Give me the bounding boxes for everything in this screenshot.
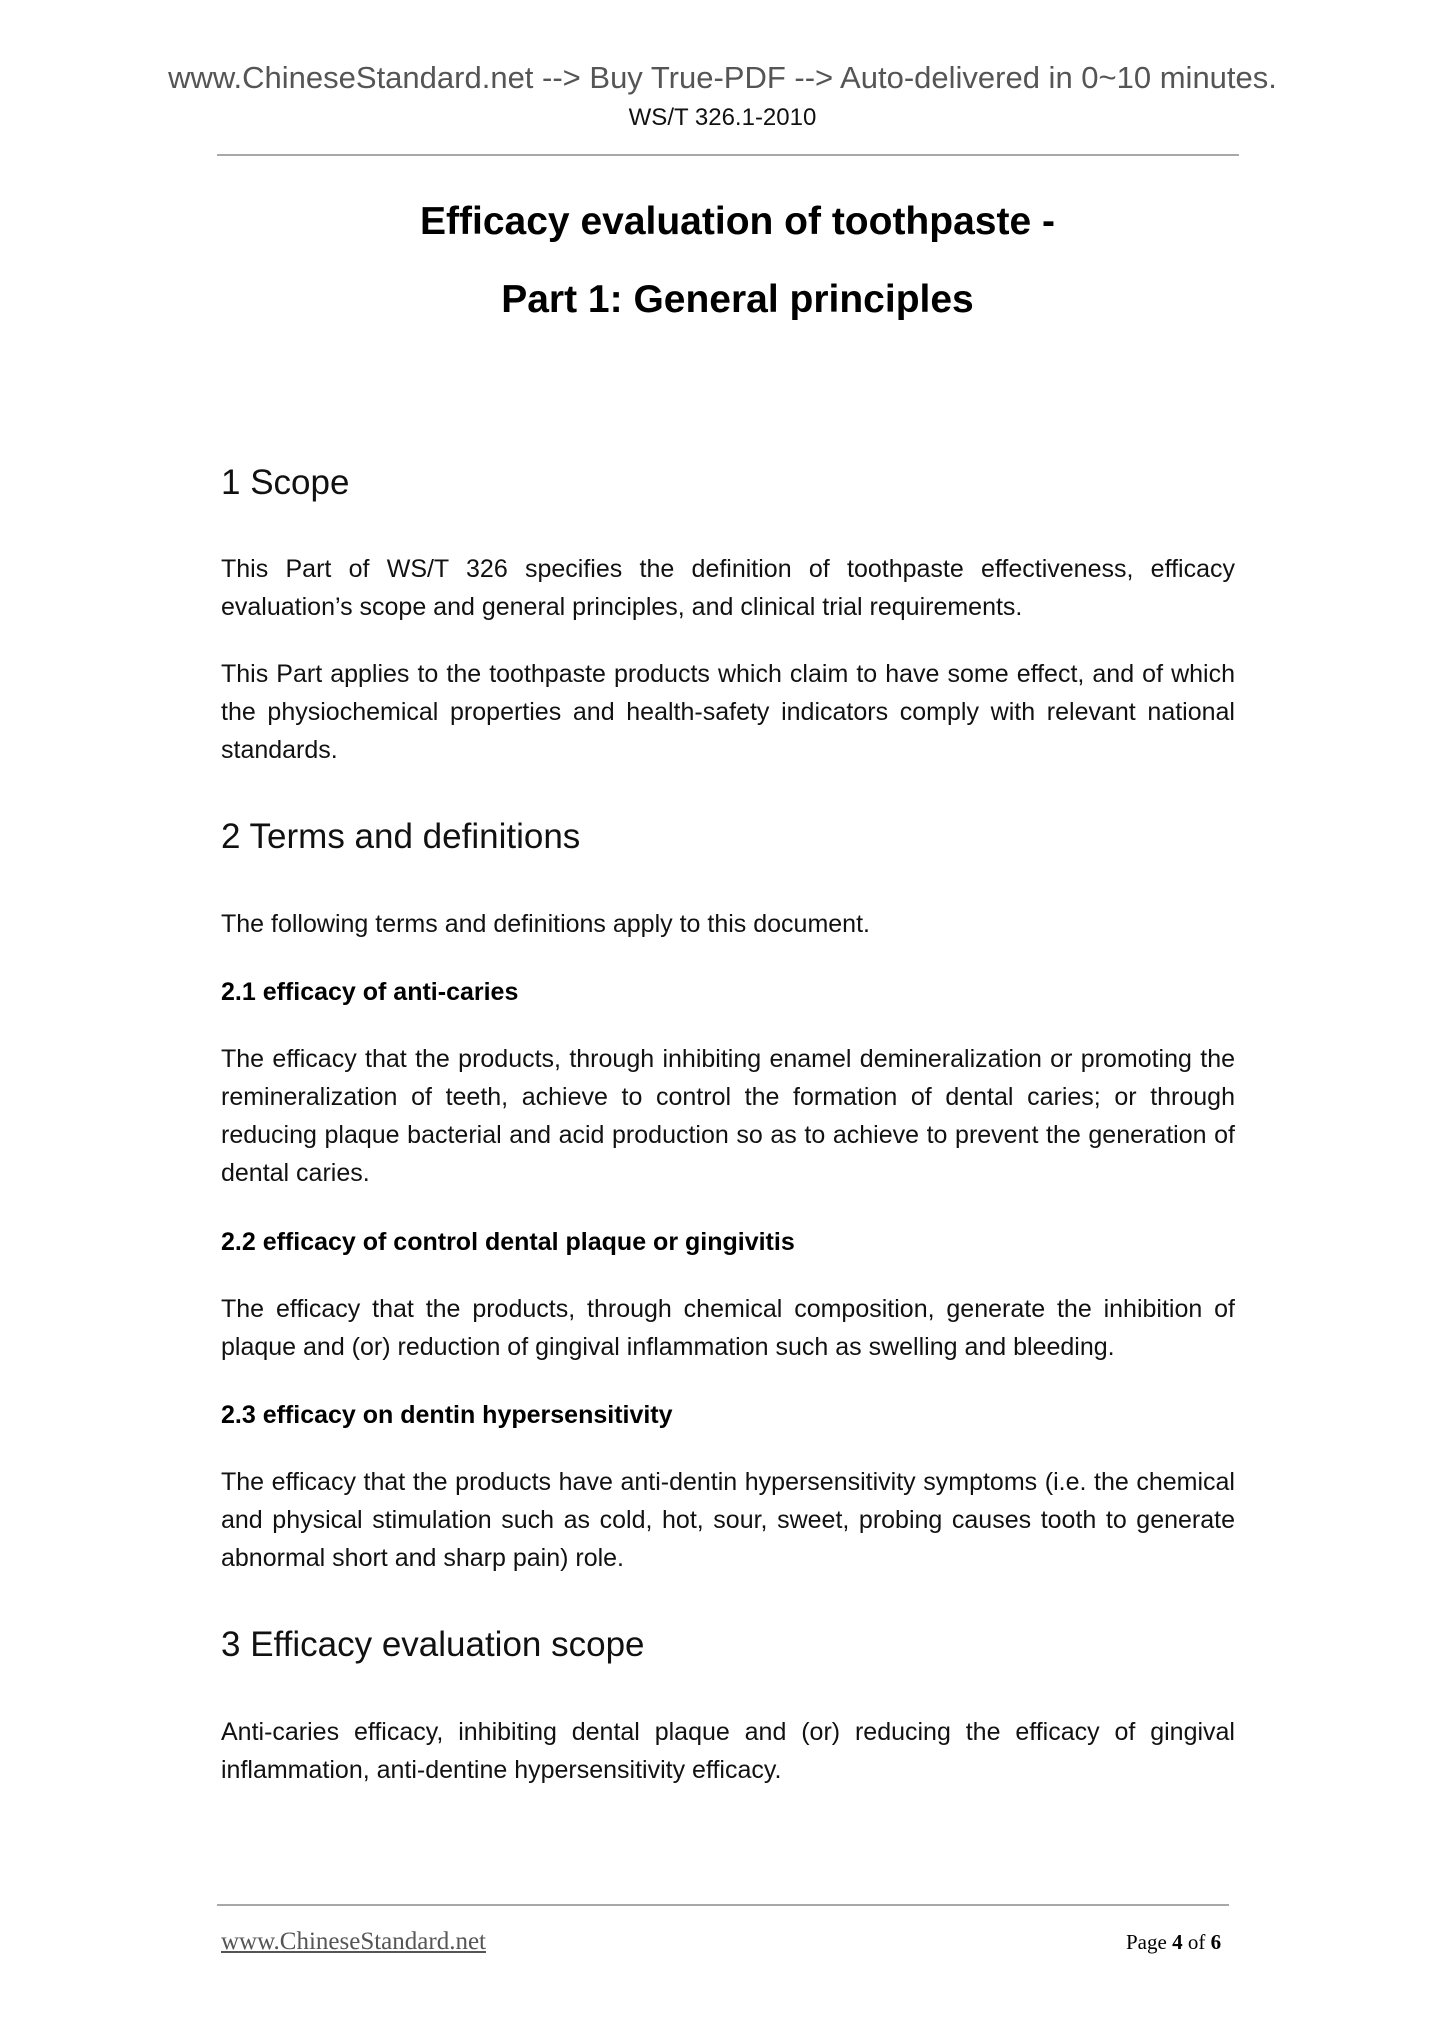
term-heading-dentin-hypersensitivity: 2.3 efficacy on dentin hypersensitivity: [221, 1401, 673, 1429]
terms-intro: The following terms and definitions apply to this document.: [221, 910, 870, 938]
header-divider: [217, 154, 1239, 156]
standard-code: WS/T 326.1-2010: [628, 104, 817, 131]
section-heading-scope: 1 Scope: [221, 463, 350, 502]
term-text-plaque-gingivitis: The efficacy that the products, through chemical composition, generate the inhibition of plaque and (or) reduction of gingival inflammation such as swelling and bleeding.: [221, 1295, 1235, 1361]
term-heading-anti-caries: 2.1 efficacy of anti-caries: [221, 978, 519, 1006]
term-heading-plaque-gingivitis: 2.2 efficacy of control dental plaque or gingivitis: [221, 1228, 795, 1256]
scope-paragraph-1: This Part of WS/T 326 specifies the definition of toothpaste effectiveness, efficacy evaluation’s scope and general principles, and clinical trial requirements.: [221, 555, 1235, 621]
document-title-line2: Part 1: General principles: [501, 278, 974, 321]
page-prefix: Page: [1126, 1930, 1173, 1954]
footer-website-link[interactable]: www.ChineseStandard.net: [221, 1928, 486, 1955]
term-text-anti-caries: The efficacy that the products, through inhibiting enamel demineralization or promoting the remineralization of teeth, achieve to control the formation of dental caries; or through reducing plaque bacterial and acid production so as to achieve to prevent the generation of dental caries.: [221, 1045, 1235, 1187]
page-of: of: [1182, 1930, 1211, 1954]
page-total: 6: [1210, 1930, 1222, 1954]
term-text-dentin-hypersensitivity: The efficacy that the products have anti-dentin hypersensitivity symptoms (i.e. the chemical and physical stimulation such as cold, hot, sour, sweet, probing causes tooth to generate abnormal short and sharp pain) role.: [221, 1468, 1235, 1572]
scope-paragraph-2: This Part applies to the toothpaste products which claim to have some effect, and of which the physiochemical properties and health-safety indicators comply with relevant national standards.: [221, 660, 1235, 764]
document-title-line1: Efficacy evaluation of toothpaste -: [420, 200, 1055, 243]
page-number: [1126, 1930, 1221, 1955]
footer-divider: [217, 1904, 1229, 1906]
page-current: 4: [1172, 1930, 1183, 1954]
evaluation-scope-text: Anti-caries efficacy, inhibiting dental plaque and (or) reducing the efficacy of gingival inflammation, anti-dentine hypersensitivity efficacy.: [221, 1718, 1235, 1784]
section-heading-terms: 2 Terms and definitions: [221, 817, 581, 856]
header-banner: www.ChineseStandard.net --> Buy True-PDF --> Auto-delivered in 0~10 minutes.: [168, 60, 1277, 95]
section-heading-evaluation-scope: 3 Efficacy evaluation scope: [221, 1625, 645, 1664]
